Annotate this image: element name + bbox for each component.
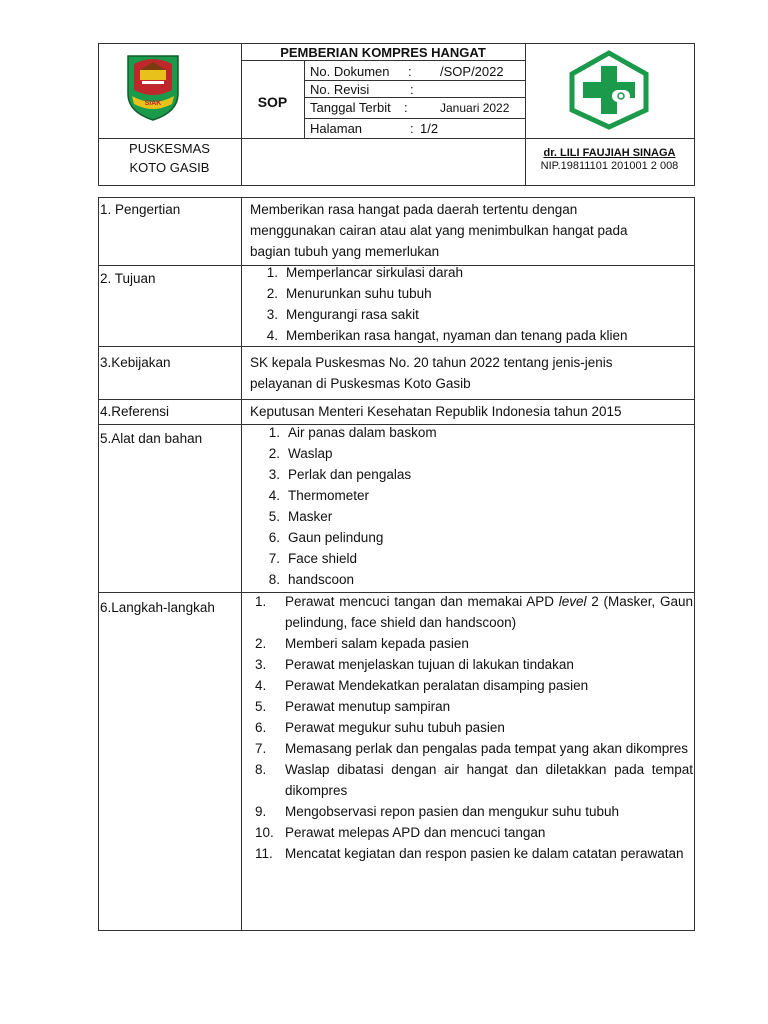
alat-list (258, 422, 678, 590)
referensi-text: Keputusan Menteri Kesehatan Republik Indonesia tahun 2015 (250, 404, 622, 419)
list-item: 5. Perawat menutup sampiran (255, 699, 451, 714)
signer-nip: NIP.19811101 201001 2 008 (540, 160, 679, 172)
tanggal-value: Januari 2022 (440, 101, 510, 115)
halaman-label: Halaman (310, 121, 363, 136)
referensi-label: 4.Referensi (100, 404, 170, 419)
no-dokumen-value: /SOP/2022 (440, 64, 504, 79)
kebijakan-line-2: pelayanan di Puskesmas Koto Gasib (250, 376, 471, 391)
tujuan-list (256, 262, 686, 346)
pengertian-line-1: Memberikan rasa hangat pada daerah tertentu dengan (250, 202, 578, 217)
list-item: 3. Mengurangi rasa sakit (266, 307, 419, 322)
list-item: 3. Perawat menjelaskan tujuan di lakukan tindakan (255, 657, 574, 672)
alat-label: 5.Alat dan bahan (100, 431, 203, 446)
list-item: 6. Gaun pelindung (268, 530, 384, 545)
logo-left-text: SIAK (144, 100, 162, 107)
list-item: 1. Air panas dalam baskom (268, 425, 437, 440)
tanggal-label: Tanggal Terbit (310, 100, 391, 115)
langkah-list (255, 591, 693, 864)
org-name-line1: PUSKESMAS (129, 141, 210, 156)
pengertian-label: 1. Pengertian (100, 202, 181, 217)
list-item: 1. Perawat mencuci tangan dan memakai APD level 2 (Masker, Gaun pelindung, face shield dan handscoon) (255, 594, 694, 630)
list-item: 4. Memberikan rasa hangat, nyaman dan tenang pada klien (266, 328, 628, 343)
sop-label: SOP (257, 94, 288, 110)
kebijakan-line-1: SK kepala Puskesmas No. 20 tahun 2022 tentang jenis-jenis (250, 355, 613, 370)
puskesmas-logo (566, 50, 652, 130)
tanggal-colon: : (404, 100, 408, 115)
list-item: 10. Perawat melepas APD dan mencuci tangan (255, 825, 546, 840)
list-item: 3. Perlak dan pengalas (268, 467, 412, 482)
no-dokumen-label: No. Dokumen (310, 64, 390, 79)
list-item: 11. Mencatat kegiatan dan respon pasien ke dalam catatan perawatan (255, 846, 684, 861)
list-item: 2. Memberi salam kepada pasien (255, 636, 469, 651)
list-item: 6. Perawat megukur suhu tubuh pasien (255, 720, 505, 735)
list-item: 7. Face shield (268, 551, 358, 566)
tujuan-label: 2. Tujuan (100, 271, 156, 286)
list-item: 1. Memperlancar sirkulasi darah (266, 265, 464, 280)
list-item: 8. Waslap dibatasi dengan air hangat dan diletakkan pada tempat dikompres (255, 762, 693, 798)
list-item: 2. Menurunkan suhu tubuh (266, 286, 432, 301)
halaman-colon: : (410, 121, 414, 136)
list-item: 9. Mengobservasi repon pasien dan mengukur suhu tubuh (255, 804, 619, 819)
document-title: PEMBERIAN KOMPRES HANGAT (280, 45, 486, 60)
list-item: 4. Thermometer (268, 488, 370, 503)
pengertian-line-2: menggunakan cairan atau alat yang menimbulkan hangat pada (250, 223, 628, 238)
pengertian-line-3: bagian tubuh yang memerlukan (250, 244, 440, 259)
siak-regency-logo (118, 50, 188, 122)
signer-name: dr. LILI FAUJIAH SINAGA (543, 147, 676, 159)
list-item: 5. Masker (268, 509, 333, 524)
list-item: 2. Waslap (268, 446, 333, 461)
list-item: 4. Perawat Mendekatkan peralatan disamping pasien (255, 678, 589, 693)
list-item: 7. Memasang perlak dan pengalas pada tempat yang akan dikompres (255, 741, 689, 756)
langkah-label: 6.Langkah-langkah (100, 600, 215, 615)
kebijakan-label: 3.Kebijakan (100, 355, 171, 370)
halaman-value: 1/2 (420, 121, 439, 136)
no-revisi-label: No. Revisi (310, 82, 370, 97)
no-dokumen-colon: : (408, 64, 412, 79)
list-item: 8. handscoon (268, 572, 355, 587)
no-revisi-colon: : (410, 82, 414, 97)
org-name-line2: KOTO GASIB (129, 160, 210, 175)
